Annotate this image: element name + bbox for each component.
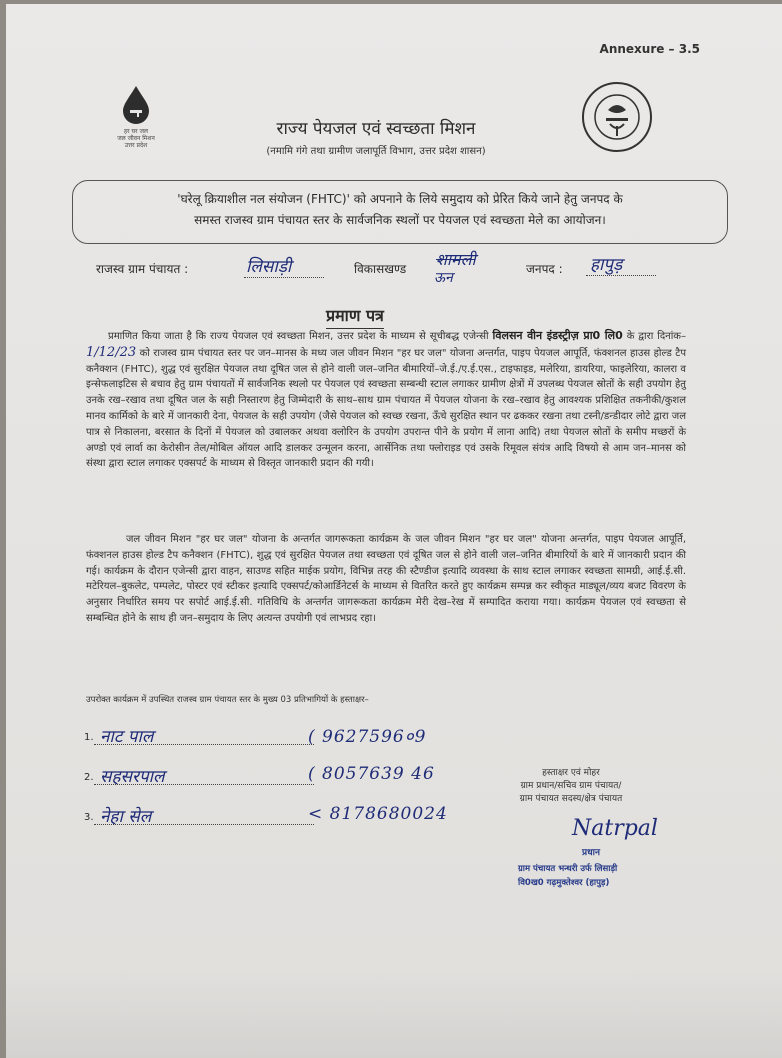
certificate-title: प्रमाण पत्र <box>326 304 384 329</box>
header-title: राज्य पेयजल एवं स्वच्छता मिशन <box>276 119 476 139</box>
agency-name: विलसन वीन इंडस्ट्रीज़ प्रा0 लि0 <box>492 329 623 342</box>
para1-body: को राजस्व ग्राम पंचायत स्तर पर जन–मानस के मध्य जल जीवन मिशन "हर घर जल" योजना अन्तर्गत, पाइप पेयजल आपूर्ति, फंक्शनल हाउस होल्ड टैप कनैक्शन (FHTC), शुद्ध एवं सुरक्षित पेयजल तथा दूषित जल से होने वाली जल–जनित बीमारियों–जे.ई./ए.ई.एस., टाइफाइड, मलेरिया, डायरिया, फाइलेरिया, कालरा व इन्सेफलाइटिस से बचाव हेतु ग्राम पंचायतों में सार्वजनिक स्थलो पर पेयजल एवं स्वच्छता सम्बन्धी स्टाल लगाकर ग्रामीण क्षेत्रों में उपलब्ध पेयजल स्रोतों के सही उपयोग हेतु उनके रख–रखाव तथा दूषित जल के सही निस्तारण हेतु जिम्मेदारी के साथ–साथ ग्राम पंचायत में पेयजल योजना के रख–रखाव हेतु आवश्यक प्रशिक्षित तकनीकी/कुशल मानव कार्मिको के बारे में जानकारी देना, पेयजल के सही उपयोग (जैसे पेयजल को स्वच्छ रखना, ऊँचे सुरक्षित स्थान पर ढककर रखना तथा टस्नी/डन्डीदार लोटे द्वारा जल पात्र से निकालना, बरसात के दिनों में पेयजल को उबालकर अथवा क्लोरिन के उपयोग उपरान्त पीने के प्रयोग में लाना आदि) तथा पेयजल स्रोतों के समीप मच्छरों के अण्डो एवं लार्वा का केरोसीन तेल/मोबिल ऑयल आदि डालकर उन्मूलन करना, आर्सेनिक तथा फ्लोराइड एवं उसके रिमूवल संयंत्र आदि विषयो से आम जन–मानस को संस्था द्वारा स्टाल लगाकर एक्सपर्ट के माध्यम से विस्तृत जानकारी प्रदान की गयी। <box>86 347 686 470</box>
event-banner <box>72 180 728 244</box>
logo-tagline-3: उत्तर प्रदेश <box>124 142 148 149</box>
annexure-label: Annexure – 3.5 <box>599 42 700 56</box>
location-fields <box>96 250 716 286</box>
pradhan-stamp <box>518 848 668 890</box>
gram-panchayat-label: राजस्व ग्राम पंचायत : <box>96 262 189 276</box>
attendee-row-2 <box>84 764 504 790</box>
attendee-number: 3. <box>84 812 94 823</box>
attendee-phone: ( 8057639 46 <box>308 764 435 784</box>
logo-tagline-2: जल जीवन मिशन <box>117 135 155 142</box>
block-value: ऊन <box>434 270 453 286</box>
har-ghar-jal-logo <box>106 84 166 149</box>
attendee-phone: < 8178680024 <box>308 804 448 824</box>
sig-line-1: हस्ताक्षर एवं मोहर <box>542 768 600 778</box>
banner-line-2: समस्त राजस्व ग्राम पंचायत स्तर के सार्वजनिक स्थलों पर पेयजल एवं स्वच्छता मेले का आयोजन। <box>194 213 606 227</box>
banner-line-1: 'घरेलू क्रियाशील नल संयोजन (FHTC)' को अपनाने के लिये समुदाय को प्रेरित किये जाने हेतु जनपद के <box>177 192 623 206</box>
program-date: 1/12/23 <box>86 344 137 360</box>
certificate-paragraph-1 <box>86 328 686 472</box>
district-value: हापुड़ <box>590 255 623 275</box>
para1-date-label: के द्वारा दिनांक– <box>626 331 686 342</box>
district-label: जनपद : <box>526 262 563 276</box>
attendees-label: उपरोक्त कार्यक्रम में उपस्थित राजस्व ग्राम पंचायत स्तर के मुख्य 03 प्रतिभागियों के हस्ताक्षर– <box>86 695 369 705</box>
sig-line-3: ग्राम पंचायत सदस्य/क्षेत्र पंचायत <box>519 794 623 804</box>
logo-tagline-1: हर घर जल <box>124 128 148 135</box>
stamp-pradhan: प्रधान <box>582 848 600 858</box>
stamp-line-1: ग्राम पंचायत भन्धरी उर्फ लिसाड़ी <box>518 864 618 874</box>
attendee-row-3 <box>84 804 504 830</box>
attendee-name: नाट पाल <box>100 727 154 747</box>
attendee-number: 2. <box>84 772 94 783</box>
block-value-struck: शामली <box>436 250 476 269</box>
handwritten-signature: Natrpal <box>572 816 658 841</box>
attendee-name: नेहा सेल <box>100 807 152 827</box>
emblem-icon <box>580 80 654 154</box>
attendee-number: 1. <box>84 732 94 743</box>
para1-intro: प्रमाणित किया जाता है कि राज्य पेयजल एवं स्वच्छता मिशन, उत्तर प्रदेश के माध्यम से सूचीबद्ध एजेन्सी <box>108 331 489 342</box>
attendee-name: सहसरपाल <box>100 767 165 787</box>
certificate-paragraph-2 <box>86 532 686 627</box>
water-drop-icon <box>119 84 153 124</box>
para2-body: जल जीवन मिशन "हर घर जल" योजना के अन्तर्गत जागरूकता कार्यक्रम के जल जीवन मिशन "हर घर जल" योजना अन्तर्गत, पाइप पेयजल आपूर्ति, फंक्शनल हाउस होल्ड टैप कनैक्शन (FHTC), शुद्ध एवं सुरक्षित पेयजल तथा स्वच्छता एवं दूषित जल से होने वाली जल–जनित बीमारियों के बारे में जानकारी प्रदान की गई। कार्यक्रम के दौरान एजेन्सी द्वारा वाहन, साउण्ड सहित माईक प्रयोग, विभिन्न तरह की स्टैण्डीज इत्यादि व्यवस्था के साथ स्टाल लगाकर स्वच्छता सामग्री, आई.ई.सी. मटेरियल–बुकलेट, पम्पलेट, पोस्टर एवं स्टीकर इत्यादि एक्सपर्ट/कोआर्डिनेटर्स के माध्यम से वितरित करते हुए कार्यक्रम सम्पन्न कर स्वीकृत माड्यूल/व्यय बजट विवरण के अनुसार निर्धारित समय पर सपोर्ट आई.ई.सी. गतिविधि के अन्तर्गत जागरूकता कार्यक्रम मेरी देख–रेख में सम्पादित कराया गया। कार्यक्रम पेयजल एवं स्वच्छता से सम्बन्धित होने के साथ ही जन–समुदाय के लिए अत्यन्त उपयोगी एवं लाभप्रद रहा। <box>86 534 686 624</box>
attendee-phone: ( 9627596०9 <box>308 727 427 747</box>
paper-shadow <box>6 968 782 1058</box>
sig-line-2: ग्राम प्रधान/सचिव ग्राम पंचायत/ <box>520 781 622 791</box>
stamp-line-2: वि0ख0 गढ़मुक्तेश्वर (हापुड़) <box>518 878 610 888</box>
header-subtitle: (नमामि गंगे तथा ग्रामीण जलापूर्ति विभाग, उत्तर प्रदेश शासन) <box>266 146 486 157</box>
document-page <box>6 4 782 1058</box>
block-label: विकासखण्ड <box>354 262 407 276</box>
signature-block <box>476 767 666 806</box>
up-government-emblem <box>580 80 654 154</box>
gram-panchayat-value: लिसाड़ी <box>246 257 292 277</box>
attendee-row-1 <box>84 724 504 750</box>
